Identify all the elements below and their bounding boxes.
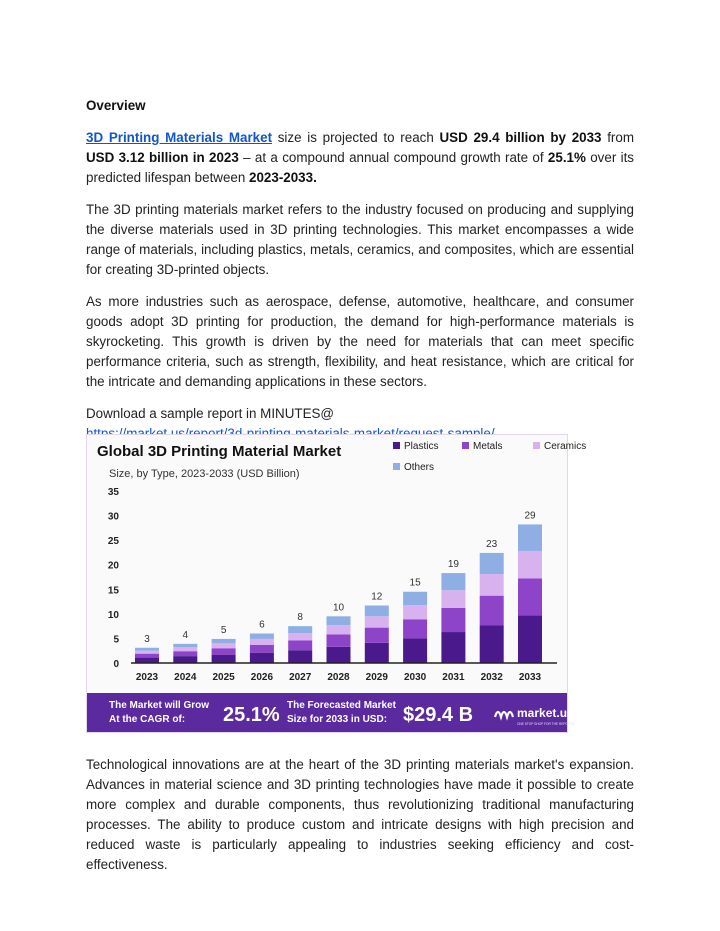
bar-2031-others [441, 573, 465, 590]
intro-text-2: from [601, 130, 634, 145]
intro-paragraph [86, 128, 634, 188]
bar-2033-others [518, 524, 542, 551]
total-label-2033: 29 [524, 510, 536, 522]
bar-2026-metals [250, 645, 274, 653]
y-tick-10: 10 [107, 609, 119, 621]
bar-2030-metals [403, 619, 427, 638]
intro-text-4: over its predicted lifespan between [86, 150, 634, 185]
y-tick-5: 5 [113, 634, 119, 646]
bar-2027-ceramics [288, 633, 312, 640]
footer-forecast-text-2: Size for 2033 in USD: [287, 714, 388, 725]
bar-2027-metals [288, 640, 312, 650]
bar-2026-ceramics [250, 639, 274, 645]
bar-2030-plastics [403, 638, 427, 663]
footer-grow-text-1: The Market will Grow [109, 700, 210, 711]
drivers-paragraph: As more industries such as aerospace, defense, automotive, healthcare, and consumer goods adopt 3D printing for production, the demand for high-performance materials is skyrocketing. This growth is driven by the need for materials that can meet specific performance criteria, such as strength, flexibility, and heat resistance, which are critical for the intricate and demanding applications in these sectors. [86, 294, 634, 389]
legend-swatch-others [393, 463, 400, 470]
x-tick-2029: 2029 [365, 672, 388, 683]
total-label-2032: 23 [486, 538, 498, 550]
bar-2032-metals [480, 596, 504, 625]
download-label: Download a sample report in MINUTES@ [86, 406, 335, 421]
bar-2029-ceramics [365, 616, 389, 627]
x-tick-2023: 2023 [135, 672, 159, 683]
market-link[interactable]: 3D Printing Materials Market [86, 130, 273, 145]
x-tick-2025: 2025 [212, 672, 235, 683]
bar-2024-plastics [173, 656, 197, 663]
footer-brand: market.us [517, 706, 574, 720]
bar-2029-others [365, 606, 389, 617]
bar-2028-plastics [327, 647, 351, 663]
document-body [86, 96, 634, 444]
chart-footer-banner [87, 693, 567, 732]
bar-2026-others [250, 634, 274, 639]
chart-title: Global 3D Printing Material Market [97, 443, 342, 460]
bar-2031-plastics [441, 632, 465, 663]
bar-2031-ceramics [441, 590, 465, 608]
footer-brand-tagline: ONE STOP SHOP FOR THE REPORTS [517, 722, 575, 726]
bar-2032-plastics [480, 625, 504, 663]
bar-2028-metals [327, 634, 351, 646]
y-tick-30: 30 [107, 511, 119, 523]
market-chart [87, 435, 587, 732]
bar-2033-metals [518, 578, 542, 615]
bar-2024-others [173, 644, 197, 647]
closing-paragraph: Technological innovations are at the heart of the 3D printing materials market's expansion. Advances in material science and 3D printing technologies have made it possible to create more complex and durable components, thus revolutionizing traditional manufacturing processes. The ability to produce custom and intricate designs with high precision and reduced waste is particularly appealing to industries seeking efficiency and cost-effectiveness. [86, 757, 634, 872]
footer-forecast-text-1: The Forecasted Market [287, 700, 396, 711]
x-tick-2024: 2024 [174, 672, 197, 683]
chart-subtitle: Size, by Type, 2023-2033 (USD Billion) [109, 468, 300, 480]
bar-2023-plastics [135, 658, 159, 663]
intro-bold-4: 2023-2033. [249, 170, 317, 185]
total-label-2025: 5 [220, 624, 227, 636]
total-label-2027: 8 [297, 612, 303, 624]
bar-2025-plastics [212, 655, 236, 663]
footer-grow-text-2: At the CAGR of: [109, 714, 186, 725]
total-label-2026: 6 [259, 619, 265, 631]
bar-2027-others [288, 626, 312, 633]
bar-2029-plastics [365, 643, 389, 663]
bar-2032-ceramics [480, 574, 504, 596]
definition-paragraph: The 3D printing materials market refers to the industry focused on producing and supplying the diverse materials used in 3D printing technologies. This market encompasses a wide range of materials, including plastics, metals, ceramics, and composites, which are essential for creating 3D-printed objects. [86, 202, 634, 277]
y-tick-15: 15 [107, 585, 119, 597]
bar-2025-others [212, 639, 236, 643]
y-tick-0: 0 [113, 659, 119, 670]
legend-label-metals: Metals [473, 441, 503, 452]
x-tick-2032: 2032 [480, 672, 503, 683]
intro-bold-3: 25.1% [547, 150, 586, 165]
y-tick-25: 25 [107, 536, 119, 548]
bar-2030-ceramics [403, 605, 427, 619]
total-label-2029: 12 [371, 591, 383, 603]
x-tick-2031: 2031 [442, 672, 465, 683]
bar-2033-ceramics [518, 551, 542, 579]
x-tick-2030: 2030 [403, 672, 427, 683]
legend-swatch-ceramics [533, 442, 540, 449]
total-label-2028: 10 [332, 602, 345, 614]
bar-2025-ceramics [212, 643, 236, 648]
total-label-2031: 19 [447, 559, 459, 571]
x-tick-2033: 2033 [518, 672, 542, 683]
intro-bold-2: USD 3.12 billion in 2023 [86, 150, 239, 165]
closing-paragraph-container [86, 755, 634, 887]
intro-bold-1: USD 29.4 billion by 2033 [439, 130, 602, 145]
legend-swatch-metals [462, 442, 469, 449]
x-tick-2026: 2026 [250, 672, 274, 683]
bar-2032-others [480, 553, 504, 574]
bar-2033-plastics [518, 615, 542, 663]
bar-2023-metals [135, 654, 159, 658]
bar-2024-ceramics [173, 647, 197, 651]
bar-2028-ceramics [327, 625, 351, 634]
total-label-2023: 3 [144, 633, 150, 645]
total-label-2030: 15 [409, 577, 421, 589]
y-tick-35: 35 [107, 487, 119, 498]
intro-text-1: size is projected to reach [272, 130, 440, 145]
y-tick-20: 20 [107, 560, 119, 572]
bar-2027-plastics [288, 650, 312, 663]
total-label-2024: 4 [182, 629, 189, 641]
intro-text-3: – at a compound annual compound growth rate of [238, 150, 548, 165]
footer-forecast-value: $29.4 B [403, 704, 474, 726]
overview-heading: Overview [86, 98, 146, 113]
legend-label-others: Others [404, 462, 435, 473]
footer-cagr-value: 25.1% [223, 704, 280, 726]
legend-label-plastics: Plastics [404, 441, 439, 452]
legend-label-ceramics: Ceramics [544, 441, 587, 452]
bar-2023-ceramics [135, 651, 159, 654]
legend-swatch-plastics [393, 442, 400, 449]
bar-2031-metals [441, 608, 465, 632]
bar-2025-metals [212, 648, 236, 654]
bar-2028-others [327, 616, 351, 625]
bar-2024-metals [173, 651, 197, 656]
x-tick-2027: 2027 [289, 672, 312, 683]
bar-2029-metals [365, 628, 389, 643]
bar-2023-others [135, 648, 159, 651]
market-chart-figure [86, 434, 587, 733]
bar-2030-others [403, 592, 427, 605]
x-tick-2028: 2028 [327, 672, 350, 683]
bar-2026-plastics [250, 653, 274, 663]
